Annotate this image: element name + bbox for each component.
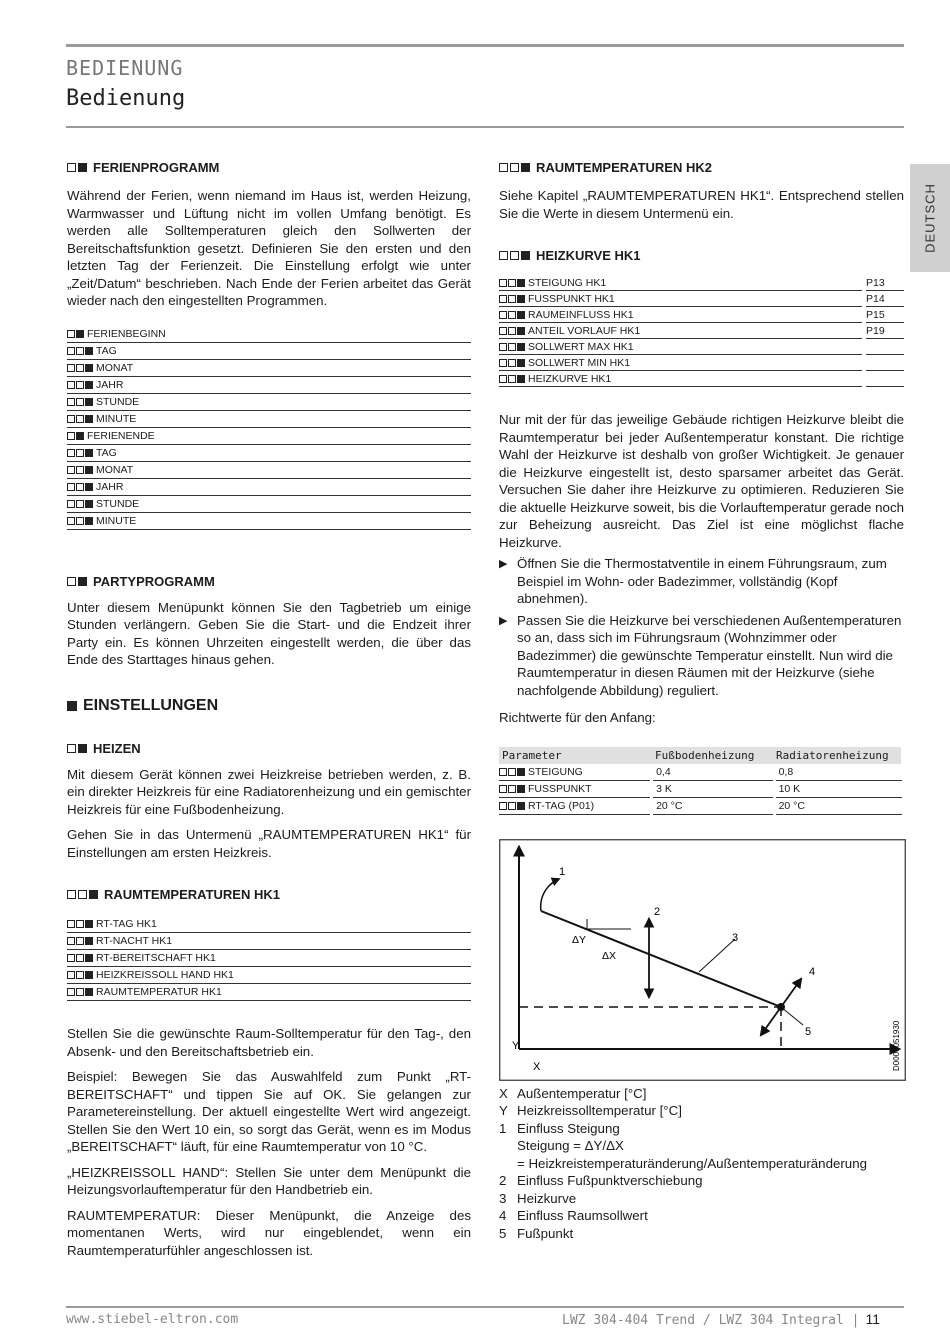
legend-text: Heizkreissolltemperatur [°C] — [517, 1103, 682, 1118]
parameter-code — [866, 371, 904, 387]
table-row — [499, 798, 902, 815]
footer-rule — [66, 1306, 904, 1308]
hk2-heading: RAUMTEMPERATUREN HK2 — [499, 160, 904, 175]
heizkurve-line — [541, 911, 781, 1007]
table-row[interactable] — [499, 291, 904, 307]
table-row — [499, 781, 902, 798]
party-heading: PARTYPROGRAMM — [67, 574, 471, 589]
menu-level-3-icon — [67, 971, 93, 979]
row-label: JAHR — [96, 378, 124, 391]
instruction-list — [499, 555, 904, 699]
label-2: 2 — [654, 905, 661, 918]
row-label: MONAT — [96, 361, 134, 374]
menu-level-3-icon — [67, 449, 93, 457]
legend-key — [499, 1137, 517, 1155]
legend-item — [499, 1190, 904, 1208]
header-rule — [66, 126, 904, 128]
row-label: JAHR — [96, 480, 124, 493]
party-text: Unter diesem Menüpunkt können Sie den Tagbetrieb um einige Stunden verlängern. Geben Sie die Start- und die Endzeit ihrer Party ein. Es können Uhrzeiten eingestellt werden, die über das Ende des Starttages hinaus gehen. — [67, 599, 471, 667]
menu-level-3-icon — [67, 466, 93, 474]
row-label: HEIZKURVE HK1 — [528, 372, 612, 385]
hk1-text-2: Beispiel: Bewegen Sie das Auswahlfeld zum Punkt „RT-BEREITSCHAFT“ und tippen Sie auf OK. Sie gelangen zur Parametereinstellung. Der aktuell eingestellte Wert wird angezeigt. Stellen Sie den Wert 10 ein, so sorgt das Gerät, wenn es im Modus „BEREITSCHAFT“ läuft, für eine Raumtemperatur von 10 °C. — [67, 1069, 471, 1154]
menu-level-3-icon — [67, 937, 93, 945]
menu-level-3-icon — [499, 768, 525, 776]
footer-model: LWZ 304-404 Trend / LWZ 304 Integral | 11 — [562, 1311, 880, 1328]
table-row[interactable] — [499, 323, 904, 339]
hk1-menu-table — [67, 916, 471, 1001]
legend-item — [499, 1172, 904, 1190]
radiator-value: 20 °C — [776, 798, 902, 815]
table-row[interactable] — [67, 984, 471, 1001]
table-row — [499, 764, 902, 781]
label-5-leader — [781, 1007, 803, 1025]
einstellungen-heading: EINSTELLUNGEN — [67, 697, 471, 715]
fussboden-value: 3 K — [653, 781, 773, 798]
fussboden-value: 20 °C — [653, 798, 773, 815]
radiator-value: 0,8 — [776, 764, 902, 781]
menu-level-2-icon — [67, 163, 87, 172]
row-label: SOLLWERT MIN HK1 — [528, 356, 631, 369]
row-label: STUNDE — [96, 395, 140, 408]
menu-level-3-icon — [67, 517, 93, 525]
language-tab-label: DEUTSCH — [922, 183, 938, 253]
heizen-heading: HEIZEN — [67, 741, 471, 756]
legend-text: Einfluss Steigung — [517, 1120, 620, 1136]
menu-level-3-icon — [67, 364, 93, 372]
heizkurve-menu-table — [499, 275, 904, 387]
list-item: ▶ Passen Sie die Heizkurve bei verschiedenen Außentemperaturen so an, dass sich im Führungsraum (Wohnzimmer oder Badezimmer) die gewünschte Temperatur einstellt. Nun wird die Raumtemperatur in diesen Räumen mit der Heizkurve (siehe nachfolgende Abbildung) reguliert. — [499, 612, 902, 698]
menu-level-3-icon — [67, 381, 93, 389]
label-5: 5 — [805, 1025, 812, 1038]
table-row[interactable] — [67, 479, 471, 496]
row-label: ANTEIL VORLAUF HK1 — [528, 324, 641, 337]
row-label: HEIZKREISSOLL HAND HK1 — [96, 969, 234, 981]
menu-level-3-icon — [499, 311, 525, 319]
table-row[interactable] — [499, 275, 904, 291]
menu-level-3-icon — [499, 359, 525, 367]
menu-level-3-icon — [499, 802, 525, 810]
table-header-row — [499, 747, 902, 764]
ferien-text: Während der Ferien, wenn niemand im Haus ist, werden Heizung, Warmwasser und Lüftung nicht im vollen Umfang benötigt. Es werden alle Solltemperaturen gleich den Sollwerten der Bereitschaftsfunktion gesetzt. Definieren Sie den ersten und den letzten Tag der Ferienzeit. Die Einstellung erfolgt wie unter „Zeit/Datum“ beschrieben. Nach Ende der Ferien arbeitet das Gerät wieder nach den eingestellten Programmen. — [67, 188, 471, 308]
right-column — [499, 160, 904, 1242]
legend-text: Heizkurve — [517, 1190, 577, 1206]
legend-text: Außentemperatur [°C] — [517, 1085, 647, 1101]
menu-level-3-icon — [499, 163, 530, 172]
legend-item — [499, 1102, 904, 1120]
row-label: FUSSPUNKT — [528, 782, 592, 795]
section-header: Bedienung — [66, 86, 186, 111]
hk1-heading: RAUMTEMPERATUREN HK1 — [67, 887, 471, 902]
menu-level-3-icon — [67, 483, 93, 491]
menu-level-3-icon — [67, 500, 93, 508]
legend-item — [499, 1155, 904, 1173]
hk1-text-3: „HEIZKREISSOLL HAND“: Stellen Sie unter dem Menüpunkt die Heizungsvorlauftemperatur für den Handbetrieb ein. — [67, 1164, 471, 1197]
language-tab[interactable] — [910, 164, 950, 272]
row-label: TAG — [96, 344, 117, 357]
legend-key: 1 — [499, 1120, 507, 1136]
menu-level-3-icon — [67, 415, 93, 423]
table-row[interactable] — [67, 916, 471, 933]
heizkurve-text: Nur mit der für das jeweilige Gebäude richtigen Heizkurve bleibt die Raumtemperatur bei jeder Außentemperatur konstant. Die richtige Wahl der Heizkurve ist deshalb von großer Wichtigkeit. Je genauer die Heizkurve eingestellt ist, desto sparsamer arbeitet das Gerät. Versuchen Sie daher ihre Heizkurve zu optimieren. Reduzieren Sie die aktuelle Heizkurve soweit, bis die Vorlauftemperatur gerade noch zur Beheizung ausreicht. Das Ziel ist eine möglichst flache Heizkurve. — [499, 412, 904, 550]
legend-text: Einfluss Fußpunktverschiebung — [517, 1173, 703, 1188]
table-row[interactable] — [67, 326, 471, 343]
row-label: RAUMEINFLUSS HK1 — [528, 308, 634, 321]
menu-level-3-icon — [67, 988, 93, 996]
heizen-text-2: Gehen Sie in das Untermenü „RAUMTEMPERATUREN HK1“ für Einstellungen am ersten Heizkreis. — [67, 827, 471, 860]
bullet-triangle-icon: ▶ — [499, 558, 508, 570]
legend-key: 3 — [499, 1190, 507, 1206]
table-row[interactable] — [499, 355, 904, 371]
menu-level-3-icon — [67, 347, 93, 355]
row-label: RT-TAG (P01) — [528, 799, 595, 812]
menu-level-3-icon — [67, 954, 93, 962]
row-label: MINUTE — [96, 412, 137, 425]
row-label: MONAT — [96, 463, 134, 476]
label-1: 1 — [559, 865, 566, 878]
menu-level-3-icon — [499, 295, 525, 303]
legend-key: 5 — [499, 1225, 507, 1241]
richtwerte-table — [499, 747, 902, 815]
menu-level-3-icon — [499, 327, 525, 335]
section-header-upper: BEDIENUNG — [66, 56, 184, 80]
diagram-code: D0000051930 — [892, 1020, 901, 1071]
y-label-bg — [509, 1019, 517, 1027]
legend-item — [499, 1085, 904, 1103]
menu-level-1-icon — [67, 701, 77, 711]
menu-level-3-icon — [499, 251, 530, 260]
hk2-text: Siehe Kapitel „RAUMTEMPERATUREN HK1“. Entsprechend stellen Sie die Werte in diesem Untermenü ein. — [499, 188, 904, 221]
label-4: 4 — [809, 965, 816, 978]
label-3-leader — [699, 939, 735, 972]
table-row[interactable] — [67, 377, 471, 394]
legend-item — [499, 1137, 904, 1155]
table-row[interactable] — [67, 496, 471, 513]
row-label: STUNDE — [96, 497, 140, 510]
parameter-code: P13 — [866, 275, 904, 291]
table-row[interactable] — [67, 950, 471, 967]
legend-key: Y — [499, 1103, 508, 1118]
row-label: SOLLWERT MAX HK1 — [528, 340, 634, 353]
table-row[interactable] — [67, 428, 471, 445]
steigung-arrow — [541, 879, 559, 911]
list-item: ▶ Öffnen Sie die Thermostatventile in einem Führungsraum, zum Beispiel im Wohn- oder Badezimmer, vollständig (Kopf abnehmen). — [499, 556, 887, 606]
heizkurve-heading: HEIZKURVE HK1 — [499, 248, 904, 263]
parameter-code: P15 — [866, 307, 904, 323]
hk1-text-4: RAUMTEMPERATUR: Dieser Menüpunkt, die Anzeige des momentanen Werts, wird nur eingeblendet, wenn ein Raumtemperaturfühler angeschlossen ist. — [67, 1207, 471, 1258]
legend-text: Einfluss Raumsollwert — [517, 1208, 648, 1223]
heizen-text-1: Mit diesem Gerät können zwei Heizkreise betrieben werden, z. B. ein direkter Heizkreis für eine Radiatorenheizung und ein gemischter Heizkreis für eine Fußbodenheizung. — [67, 766, 471, 817]
parameter-code — [866, 339, 904, 355]
menu-level-2-icon — [67, 744, 87, 753]
column-header: Fußbodenheizung — [652, 747, 773, 764]
bullet-triangle-icon: ▶ — [499, 614, 508, 627]
x-axis-label: X — [533, 1060, 541, 1073]
menu-level-3-icon — [67, 398, 93, 406]
menu-level-3-icon — [67, 920, 93, 928]
legend-item — [499, 1225, 904, 1243]
delta-x-label: ΔX — [602, 949, 617, 962]
menu-level-3-icon — [499, 279, 525, 287]
row-label: RAUMTEMPERATUR HK1 — [96, 986, 222, 998]
menu-level-2-icon — [67, 432, 84, 440]
row-label: STEIGUNG — [528, 765, 583, 778]
ferien-heading: FERIENPROGRAMM — [67, 160, 471, 175]
table-row[interactable] — [67, 933, 471, 950]
legend-key: 2 — [499, 1173, 507, 1188]
row-label: RT-BEREITSCHAFT HK1 — [96, 952, 216, 964]
table-row[interactable] — [67, 394, 471, 411]
ferien-menu-table — [67, 326, 471, 530]
label-3: 3 — [732, 931, 739, 944]
row-label: STEIGUNG HK1 — [528, 276, 607, 289]
raumsoll-arrow-down — [761, 1007, 781, 1035]
y-axis-label: Y — [512, 1039, 520, 1052]
fussboden-value: 0,4 — [653, 764, 773, 781]
table-row[interactable] — [67, 445, 471, 462]
menu-level-3-icon — [67, 890, 98, 899]
legend-key — [499, 1155, 517, 1173]
page-number: 11 — [865, 1311, 880, 1327]
footer-url[interactable]: www.stiebel-eltron.com — [66, 1312, 239, 1327]
table-row[interactable] — [67, 462, 471, 479]
parameter-code — [866, 355, 904, 371]
legend-key: X — [499, 1085, 508, 1101]
raumsoll-arrow-up — [781, 979, 801, 1007]
table-row[interactable] — [67, 967, 471, 984]
hk1-text-1: Stellen Sie die gewünschte Raum-Solltemperatur für den Tag-, den Absenk- und den Bereitschaftsbetrieb ein. — [67, 1026, 471, 1059]
column-header: Parameter — [499, 747, 652, 764]
menu-level-3-icon — [499, 343, 525, 351]
row-label: TAG — [96, 446, 117, 459]
row-label: FERIENENDE — [87, 429, 155, 442]
menu-level-3-icon — [499, 375, 525, 383]
table-row[interactable] — [67, 411, 471, 428]
row-label: MINUTE — [96, 514, 137, 527]
table-row[interactable] — [67, 343, 471, 360]
legend-item — [499, 1207, 904, 1225]
menu-level-3-icon — [499, 785, 525, 793]
parameter-code: P19 — [866, 323, 904, 339]
top-rule — [66, 44, 904, 47]
table-row[interactable] — [67, 360, 471, 377]
diagram-legend — [499, 1085, 904, 1243]
delta-y-label: ΔY — [572, 933, 587, 946]
table-row[interactable] — [499, 307, 904, 323]
table-row[interactable] — [67, 513, 471, 530]
menu-level-2-icon — [67, 577, 87, 586]
legend-item — [499, 1120, 904, 1138]
row-label: RT-TAG HK1 — [96, 918, 157, 930]
legend-key: 4 — [499, 1208, 507, 1223]
radiator-value: 10 K — [776, 781, 902, 798]
parameter-code: P14 — [866, 291, 904, 307]
legend-text: = Heizkreistemperaturänderung/Außentemperaturänderung — [517, 1155, 867, 1171]
menu-level-2-icon — [67, 330, 84, 338]
table-row[interactable] — [499, 339, 904, 355]
richtwerte-label: Richtwerte für den Anfang: — [499, 710, 656, 725]
legend-text: Steigung = ΔY/ΔX — [517, 1138, 624, 1153]
heizkurve-diagram — [499, 839, 906, 1081]
left-column — [67, 160, 471, 1259]
row-label: FUSSPUNKT HK1 — [528, 292, 615, 305]
legend-text: Fußpunkt — [517, 1225, 574, 1241]
row-label: FERIENBEGINN — [87, 327, 166, 340]
column-header: Radiatorenheizung — [773, 747, 901, 764]
row-label: RT-NACHT HK1 — [96, 935, 173, 947]
table-row[interactable] — [499, 371, 904, 387]
